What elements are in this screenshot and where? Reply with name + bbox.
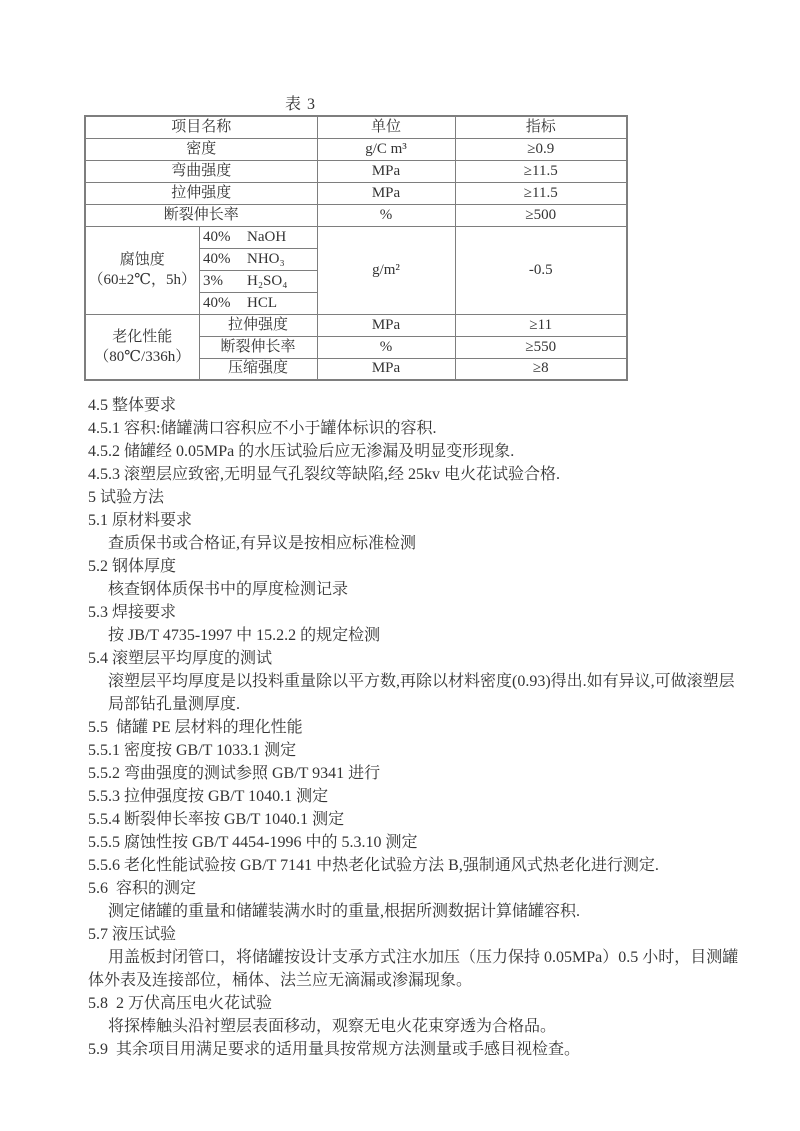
table-row-aging [85,314,627,336]
corrosion-label-name: 腐蚀度 [119,252,165,268]
row-value: ≥11.5 [455,182,627,204]
text-line: 滚塑层平均厚度是以投料重量除以平方数,再除以材料密度(0.93)得出.如有异议,可做滚塑层 [108,673,735,690]
text-line: 将探棒触头沿衬塑层表面移动，观察无电火花束穿透为合格品。 [108,1018,557,1035]
table-caption: 表 3 [285,96,317,113]
medium-chemical: NaOH [247,228,287,245]
row-value: ≥500 [455,204,627,226]
medium-percent: 3% [203,272,223,289]
row-value: ≥11.5 [455,160,627,182]
text-line: 5.4 滚塑层平均厚度的测试 [88,650,273,667]
text-line: 查质保书或合格证,有异议是按相应标准检测 [108,535,417,552]
text-line: 5.1 原材料要求 [88,512,193,529]
text-line: 4.5.1 容积:储罐满口容积应不小于罐体标识的容积. [88,420,437,437]
aging-label-name: 老化性能 [112,328,173,345]
row-name: 弯曲强度 [85,160,317,182]
aging-row-unit: MPa [317,314,455,336]
body-text [88,394,739,1061]
aging-row-value: ≥11 [455,314,627,336]
text-line: 体外表及连接部位，桶体、法兰应无滴漏或渗漏现象。 [88,972,473,989]
text-line: 5.7 液压试验 [88,926,177,943]
corrosion-medium [199,292,317,314]
corrosion-value: -0.5 [455,226,627,314]
text-line: 5.5 储罐 PE 层材料的理化性能 [88,719,303,736]
text-line: 测定储罐的重量和储罐装满水时的重量,根据所测数据计算储罐容积. [108,903,581,920]
corrosion-medium [199,270,317,292]
medium-chemical: H₂SO₄ [247,272,288,289]
text-line: 5.5.5 腐蚀性按 GB/T 4454-1996 中的 5.3.10 测定 [88,834,418,851]
text-line: 局部钻孔量测厚度. [108,696,241,713]
row-unit: MPa [317,160,455,182]
row-unit: % [317,204,455,226]
row-unit: MPa [317,182,455,204]
table-row-corrosion [85,226,627,248]
aging-row-value: ≥550 [455,336,627,358]
medium-chemical: HCL [247,294,277,311]
table-row [85,204,627,226]
text-line: 5.3 焊接要求 [88,604,177,621]
col-header-unit: 单位 [317,116,455,138]
aging-row-value: ≥8 [455,358,627,380]
text-line: 5.8 2 万伏高压电火花试验 [88,995,273,1012]
medium-percent: 40% [203,294,231,311]
corrosion-label-cond: （60±2℃，5h） [88,272,196,288]
aging-row-unit: MPa [317,358,455,380]
text-line: 用盖板封闭管口，将储罐按设计支承方式注水加压（压力保持 0.05MPa）0.5 小时，目测罐 [108,949,739,966]
col-header-item: 项目名称 [85,116,317,138]
corrosion-unit: g/m² [317,226,455,314]
text-line: 5.6 容积的测定 [88,880,197,897]
row-unit: g/C m³ [317,138,455,160]
text-line: 5.5.3 拉伸强度按 GB/T 1040.1 测定 [88,788,329,805]
text-line: 5.5.1 密度按 GB/T 1033.1 测定 [88,742,297,759]
text-line: 4.5.3 滚塑层应致密,无明显气孔裂纹等缺陷,经 25kv 电火花试验合格. [88,466,561,483]
text-line: 5.9 其余项目用满足要求的适用量具按常规方法测量或手感目视检查。 [88,1041,581,1058]
aging-row-name: 断裂伸长率 [199,336,317,358]
spec-table [84,115,628,381]
table-row [85,160,627,182]
table-header-row [85,116,627,138]
aging-row-name: 压缩强度 [199,358,317,380]
corrosion-group-label [85,226,199,314]
text-line: 5.5.2 弯曲强度的测试参照 GB/T 9341 进行 [88,765,381,782]
table-row [85,182,627,204]
row-name: 断裂伸长率 [85,204,317,226]
text-line: 5.5.6 老化性能试验按 GB/T 7141 中热老化试验方法 B,强制通风式热老化进行测定. [88,857,659,874]
row-name: 拉伸强度 [85,182,317,204]
col-header-index: 指标 [455,116,627,138]
medium-percent: 40% [203,250,231,267]
text-line: 4.5.2 储罐经 0.05MPa 的水压试验后应无渗漏及明显变形现象. [88,443,515,460]
aging-row-name: 拉伸强度 [199,314,317,336]
text-line: 核查钢体质保书中的厚度检测记录 [108,581,349,598]
aging-row-unit: % [317,336,455,358]
row-value: ≥0.9 [455,138,627,160]
aging-group-label [85,314,199,380]
medium-chemical: NHO₃ [247,250,285,267]
text-line: 5.5.4 断裂伸长率按 GB/T 1040.1 测定 [88,811,345,828]
medium-percent: 40% [203,228,231,245]
text-line: 5 试验方法 [88,489,165,506]
corrosion-medium [199,226,317,248]
text-line: 按 JB/T 4735-1997 中 15.2.2 的规定检测 [108,627,381,644]
table-row [85,138,627,160]
corrosion-medium [199,248,317,270]
aging-label-cond: （80℃/336h） [94,348,191,365]
text-line: 4.5 整体要求 [88,397,177,414]
row-name: 密度 [85,138,317,160]
text-line: 5.2 钢体厚度 [88,558,177,575]
